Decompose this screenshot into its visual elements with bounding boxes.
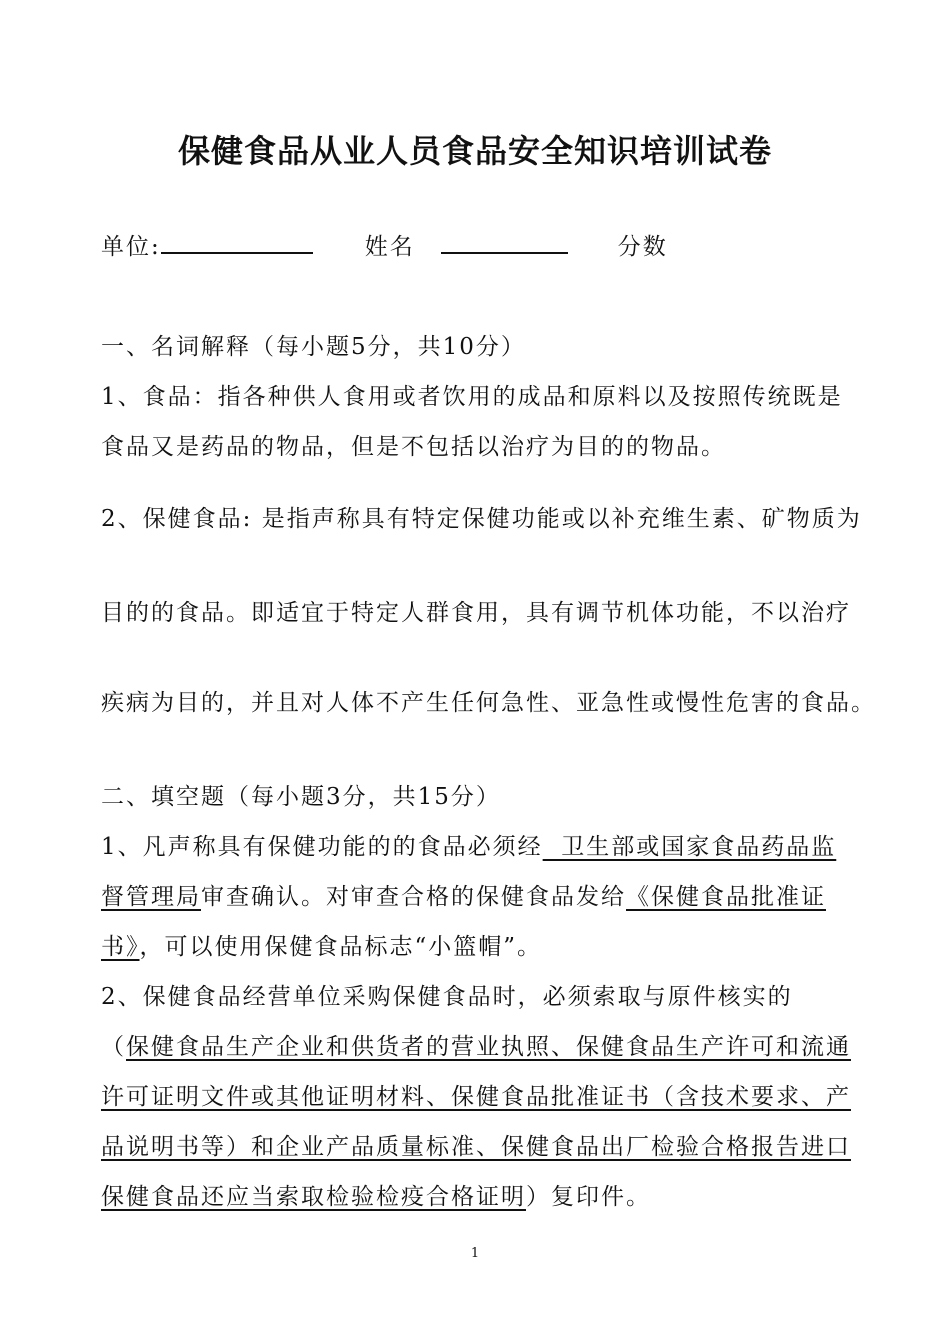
- section1-heading: 一、名词解释（每小题5分，共10分）: [101, 334, 526, 360]
- name-label: 姓名: [364, 234, 415, 260]
- name-blank: [441, 230, 568, 254]
- q1-mid: 审查确认。对审查合格的保健食品发给: [201, 884, 626, 910]
- section1-q2-line1: 2、保健食品: 是指声称具有特定保健功能或以补充维生素、矿物质为: [101, 506, 862, 532]
- section2-q1-line3: [101, 928, 542, 961]
- page-number: 1: [470, 1246, 480, 1261]
- header-fields: [101, 228, 668, 261]
- q2-answer-line2: 许可证明文件或其他证明材料、保健食品批准证书（含技术要求、产: [101, 1084, 851, 1110]
- score-label: 分数: [617, 234, 668, 260]
- q1-answer1-part1: 卫生部或国家食品药品监: [542, 834, 837, 860]
- section1-q1-line2: 食品又是药品的物品，但是不包括以治疗为目的的物品。: [101, 434, 726, 460]
- q1-suffix: ，可以使用保健食品标志“小篮帽”。: [139, 934, 543, 960]
- unit-label: 单位:: [101, 234, 161, 260]
- q1-answer2-part2: 书》: [101, 934, 140, 960]
- q2-open-paren: （: [101, 1034, 126, 1060]
- section2-q2-line3: [101, 1078, 851, 1111]
- section2-q1-line1: [101, 828, 836, 861]
- section2-q2-line4: [101, 1128, 851, 1161]
- q2-answer-line1: 保健食品生产企业和供货者的营业执照、保健食品生产许可和流通: [126, 1034, 851, 1060]
- q2-suffix: ）复印件。: [526, 1184, 651, 1210]
- unit-blank: [161, 230, 313, 254]
- section1-q2-line2: 目的的食品。即适宜于特定人群食用，具有调节机体功能，不以治疗: [101, 600, 851, 626]
- q1-prefix: 1、凡声称具有保健功能的的食品必须经: [101, 834, 543, 860]
- section2-q2-line5: [101, 1178, 651, 1211]
- section2-q1-line2: [101, 878, 826, 911]
- section1-q2-line3: 疾病为目的，并且对人体不产生任何急性、亚急性或慢性危害的食品。: [101, 690, 876, 716]
- section1-q1-line1: 1、食品：指各种供人食用或者饮用的成品和原料以及按照传统既是: [101, 384, 843, 410]
- document-title: 保健食品从业人员食品安全知识培训试卷: [177, 132, 772, 170]
- q1-answer2-part1: 《保健食品批准证: [626, 884, 826, 910]
- q1-answer1-part2: 督管理局: [101, 884, 201, 910]
- section2-q2-line1: 2、保健食品经营单位采购保健食品时，必须索取与原件核实的: [101, 984, 793, 1010]
- section2-q2-line2: [101, 1028, 851, 1061]
- q2-answer-line4: 保健食品还应当索取检验检疫合格证明: [101, 1184, 526, 1210]
- section2-heading: 二、填空题（每小题3分，共15分）: [101, 784, 501, 810]
- q2-answer-line3: 品说明书等）和企业产品质量标准、保健食品出厂检验合格报告进口: [101, 1134, 851, 1160]
